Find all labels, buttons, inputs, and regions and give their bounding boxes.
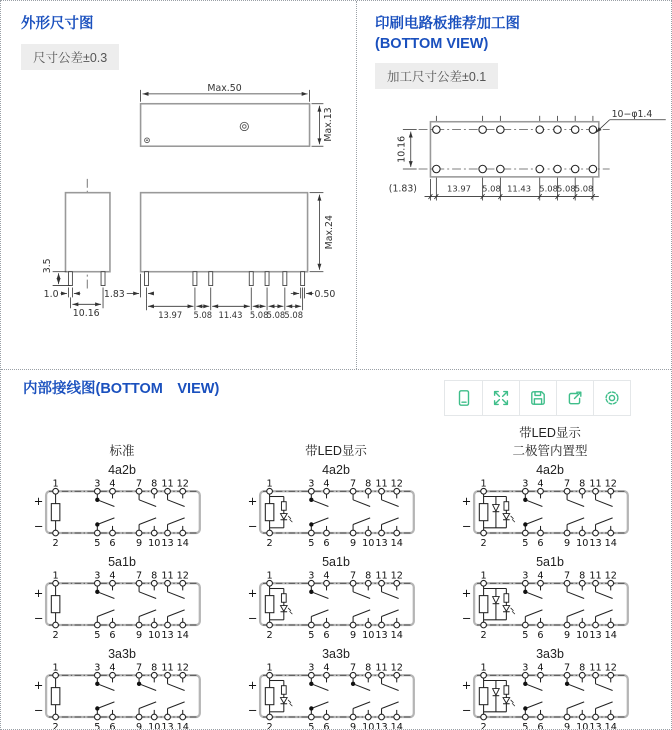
svg-text:7: 7 [349, 478, 357, 490]
side-view [42, 178, 110, 318]
svg-text:9: 9 [563, 629, 571, 641]
variant-label: 3a3b [108, 647, 136, 661]
svg-text:11: 11 [589, 662, 602, 674]
svg-text:5: 5 [308, 537, 315, 549]
svg-text:10: 10 [362, 721, 375, 730]
svg-text:4: 4 [109, 662, 116, 674]
dim-p3: 11.43 [218, 309, 243, 320]
svg-text:13: 13 [589, 537, 602, 549]
svg-text:6: 6 [323, 537, 330, 549]
svg-text:3: 3 [308, 478, 315, 490]
settings-icon [603, 389, 621, 407]
dim-max24: Max.24 [323, 214, 335, 249]
svg-text:11: 11 [375, 662, 388, 674]
variant-label: 3a3b [322, 647, 350, 661]
front-view [104, 192, 335, 319]
svg-text:14: 14 [176, 629, 189, 641]
svg-text:3: 3 [522, 478, 529, 490]
svg-text:12: 12 [176, 662, 189, 674]
svg-text:1: 1 [52, 478, 59, 490]
dim-max50: Max.50 [207, 82, 242, 94]
wiring-diagram-led-diode-3a3b [455, 662, 645, 730]
svg-text:6: 6 [537, 537, 544, 549]
svg-text:−: − [33, 519, 44, 534]
dim-c3: 11.43 [507, 183, 532, 194]
svg-text:−: − [461, 611, 472, 626]
outline-tolerance-badge: 尺寸公差±0.3 [21, 44, 119, 70]
svg-text:+: + [461, 494, 472, 509]
svg-text:1: 1 [266, 570, 273, 582]
svg-text:2: 2 [266, 537, 273, 549]
pcb-panel-title [375, 15, 671, 54]
svg-text:5: 5 [522, 629, 529, 641]
svg-text:12: 12 [390, 662, 403, 674]
svg-text:2: 2 [52, 721, 59, 730]
wiring-diagram-grid [15, 420, 657, 730]
svg-text:7: 7 [349, 662, 357, 674]
svg-text:10: 10 [148, 537, 161, 549]
dim-max13: Max.13 [322, 106, 334, 142]
wiring-diagram-standard-4a2b [27, 478, 217, 552]
dim-p5: 5.08 [266, 309, 286, 320]
svg-text:1: 1 [52, 570, 59, 582]
dim-lead-width: 0.50 [314, 288, 336, 300]
svg-text:−: − [247, 519, 258, 534]
svg-text:6: 6 [109, 721, 116, 730]
wiring-column-standard [15, 420, 229, 730]
svg-text:1: 1 [480, 570, 487, 582]
svg-text:13: 13 [375, 537, 388, 549]
svg-text:5: 5 [308, 721, 315, 730]
svg-text:13: 13 [375, 629, 388, 641]
svg-text:14: 14 [390, 629, 403, 641]
svg-text:2: 2 [480, 629, 487, 641]
variant-label: 4a2b [536, 463, 564, 477]
svg-text:14: 14 [390, 721, 403, 730]
variant-label: 4a2b [322, 463, 350, 477]
top-view [141, 82, 334, 145]
svg-text:13: 13 [161, 537, 174, 549]
dim-p1: 13.97 [158, 309, 183, 320]
svg-text:3: 3 [308, 662, 315, 674]
mobile-icon [455, 389, 473, 407]
svg-text:+: + [461, 678, 472, 693]
column-header-led: 带LED显示 [305, 443, 367, 458]
svg-text:8: 8 [151, 662, 158, 674]
dim-p4: 5.08 [249, 309, 269, 320]
svg-text:10: 10 [148, 629, 161, 641]
svg-text:4: 4 [537, 570, 544, 582]
pcb-drawing [375, 105, 671, 233]
wiring-column-led-diode [443, 420, 657, 730]
svg-text:7: 7 [563, 662, 571, 674]
svg-text:−: − [247, 703, 258, 718]
pcb-tolerance-badge: 加工尺寸公差±0.1 [375, 63, 498, 89]
svg-text:4: 4 [323, 570, 330, 582]
svg-text:4: 4 [109, 478, 116, 490]
svg-text:3: 3 [522, 662, 529, 674]
dim-pcb-offset: (1.83) [388, 183, 417, 195]
svg-text:11: 11 [375, 570, 388, 582]
wiring-section-title: 内部接线图(BOTTOM VIEW) [23, 381, 220, 397]
svg-text:1: 1 [480, 478, 487, 490]
svg-text:+: + [33, 678, 44, 693]
svg-text:14: 14 [176, 721, 189, 730]
svg-text:13: 13 [161, 721, 174, 730]
svg-text:6: 6 [109, 537, 116, 549]
svg-text:5: 5 [522, 537, 529, 549]
dim-row-pitch: 10.16 [396, 136, 408, 163]
svg-text:12: 12 [176, 478, 189, 490]
holes-count-label: 10−φ1.4 [611, 108, 653, 120]
svg-text:6: 6 [323, 629, 330, 641]
wiring-diagram-led-5a1b [241, 570, 431, 644]
svg-text:−: − [33, 611, 44, 626]
export-button[interactable] [556, 381, 593, 415]
wiring-section [1, 370, 671, 730]
svg-text:9: 9 [135, 721, 143, 730]
pcb-hole-pattern [389, 109, 666, 201]
svg-text:11: 11 [589, 478, 602, 490]
svg-text:+: + [247, 586, 258, 601]
svg-text:4: 4 [109, 570, 116, 582]
svg-text:14: 14 [176, 537, 189, 549]
svg-text:+: + [247, 494, 258, 509]
column-header-standard: 标准 [109, 443, 135, 458]
svg-text:−: − [247, 611, 258, 626]
svg-text:3: 3 [94, 662, 101, 674]
svg-text:6: 6 [323, 721, 330, 730]
svg-text:9: 9 [135, 629, 143, 641]
svg-text:7: 7 [563, 478, 571, 490]
svg-text:10: 10 [362, 537, 375, 549]
svg-text:10: 10 [362, 629, 375, 641]
svg-text:5: 5 [308, 629, 315, 641]
svg-text:4: 4 [323, 478, 330, 490]
chart-toolbar [444, 380, 631, 416]
svg-text:14: 14 [604, 629, 617, 641]
outline-panel-title: 外形尺寸图 [21, 16, 94, 32]
svg-text:1: 1 [52, 662, 59, 674]
svg-text:10: 10 [576, 537, 589, 549]
wiring-header-row [15, 374, 657, 420]
fullscreen-icon [492, 389, 510, 407]
svg-text:8: 8 [151, 570, 158, 582]
svg-text:7: 7 [563, 570, 571, 582]
svg-text:10: 10 [576, 721, 589, 730]
variant-label: 5a1b [536, 555, 564, 569]
svg-text:2: 2 [480, 537, 487, 549]
svg-text:+: + [247, 678, 258, 693]
svg-text:8: 8 [579, 570, 586, 582]
svg-text:6: 6 [537, 721, 544, 730]
svg-text:11: 11 [161, 570, 174, 582]
svg-text:3: 3 [94, 570, 101, 582]
svg-text:8: 8 [365, 570, 372, 582]
svg-text:+: + [33, 586, 44, 601]
svg-text:5: 5 [522, 721, 529, 730]
svg-text:7: 7 [135, 478, 143, 490]
svg-text:11: 11 [589, 570, 602, 582]
svg-text:5: 5 [94, 629, 101, 641]
svg-text:2: 2 [266, 721, 273, 730]
svg-text:1: 1 [266, 662, 273, 674]
svg-text:12: 12 [604, 478, 617, 490]
mobile-view-button[interactable] [445, 381, 482, 415]
svg-text:8: 8 [365, 662, 372, 674]
svg-text:−: − [33, 703, 44, 718]
wiring-diagram-led-diode-5a1b [455, 570, 645, 644]
dim-c4: 5.08 [539, 183, 558, 194]
svg-text:12: 12 [176, 570, 189, 582]
svg-text:3: 3 [94, 478, 101, 490]
svg-text:12: 12 [604, 662, 617, 674]
svg-text:13: 13 [161, 629, 174, 641]
fullscreen-button[interactable] [482, 381, 519, 415]
svg-text:9: 9 [563, 537, 571, 549]
svg-text:12: 12 [390, 478, 403, 490]
svg-text:6: 6 [109, 629, 116, 641]
svg-text:12: 12 [390, 570, 403, 582]
svg-text:13: 13 [589, 721, 602, 730]
dim-pin-width: 1.0 [43, 288, 59, 300]
wiring-diagram-led-diode-4a2b [455, 478, 645, 552]
svg-text:+: + [33, 494, 44, 509]
svg-text:5: 5 [94, 537, 101, 549]
svg-text:10: 10 [148, 721, 161, 730]
svg-text:14: 14 [604, 721, 617, 730]
svg-text:7: 7 [349, 570, 357, 582]
svg-text:8: 8 [151, 478, 158, 490]
outline-drawing [21, 82, 357, 331]
save-icon [529, 389, 547, 407]
svg-text:9: 9 [135, 537, 143, 549]
svg-text:7: 7 [135, 570, 143, 582]
svg-text:2: 2 [266, 629, 273, 641]
svg-text:9: 9 [349, 721, 357, 730]
svg-text:7: 7 [135, 662, 143, 674]
variant-label: 3a3b [536, 647, 564, 661]
export-icon [566, 389, 584, 407]
dim-c1: 13.97 [447, 183, 471, 194]
svg-text:14: 14 [390, 537, 403, 549]
dim-offset: 1.83 [103, 288, 125, 300]
svg-text:1: 1 [480, 662, 487, 674]
settings-button[interactable] [593, 381, 630, 415]
wiring-diagram-led-3a3b [241, 662, 431, 730]
dim-p2: 5.08 [193, 309, 213, 320]
variant-label: 5a1b [108, 555, 136, 569]
dim-pin-pitch: 10.16 [72, 307, 100, 319]
svg-text:13: 13 [375, 721, 388, 730]
svg-text:12: 12 [604, 570, 617, 582]
svg-text:3: 3 [522, 570, 529, 582]
svg-text:−: − [461, 519, 472, 534]
wiring-diagram-led-4a2b [241, 478, 431, 552]
svg-text:−: − [461, 703, 472, 718]
pcb-layout-panel [357, 1, 671, 369]
svg-text:+: + [461, 586, 472, 601]
svg-text:4: 4 [323, 662, 330, 674]
svg-text:8: 8 [579, 662, 586, 674]
save-button[interactable] [519, 381, 556, 415]
dimension-panels-row [1, 1, 671, 370]
dim-c6: 5.08 [574, 183, 594, 194]
wiring-diagram-standard-5a1b [27, 570, 217, 644]
dim-pin-length: 3.5 [42, 257, 54, 273]
svg-text:9: 9 [349, 537, 357, 549]
svg-text:9: 9 [349, 629, 357, 641]
svg-text:5: 5 [94, 721, 101, 730]
svg-text:4: 4 [537, 478, 544, 490]
outline-dimensions-panel [1, 1, 357, 369]
svg-text:11: 11 [161, 478, 174, 490]
variant-label: 5a1b [322, 555, 350, 569]
svg-text:9: 9 [563, 721, 571, 730]
svg-text:2: 2 [52, 629, 59, 641]
svg-text:4: 4 [537, 662, 544, 674]
dim-c2: 5.08 [482, 183, 501, 194]
svg-text:1: 1 [266, 478, 273, 490]
svg-text:13: 13 [589, 629, 602, 641]
svg-text:2: 2 [480, 721, 487, 730]
pcb-title-line2: (BOTTOM VIEW) [375, 35, 489, 52]
wiring-diagram-standard-3a3b [27, 662, 217, 730]
svg-text:10: 10 [576, 629, 589, 641]
dim-p6: 5.08 [284, 309, 304, 320]
svg-text:11: 11 [375, 478, 388, 490]
svg-text:6: 6 [537, 629, 544, 641]
pcb-title-line1: 印刷电路板推荐加工图 [375, 16, 520, 32]
column-header-led-diode: 带LED显示 二极管内置型 [512, 425, 588, 458]
svg-text:3: 3 [308, 570, 315, 582]
svg-text:14: 14 [604, 537, 617, 549]
svg-text:8: 8 [365, 478, 372, 490]
variant-label: 4a2b [108, 463, 136, 477]
svg-text:8: 8 [579, 478, 586, 490]
dim-c5: 5.08 [557, 183, 576, 194]
svg-text:11: 11 [161, 662, 174, 674]
svg-text:2: 2 [52, 537, 59, 549]
wiring-column-led [229, 420, 443, 730]
